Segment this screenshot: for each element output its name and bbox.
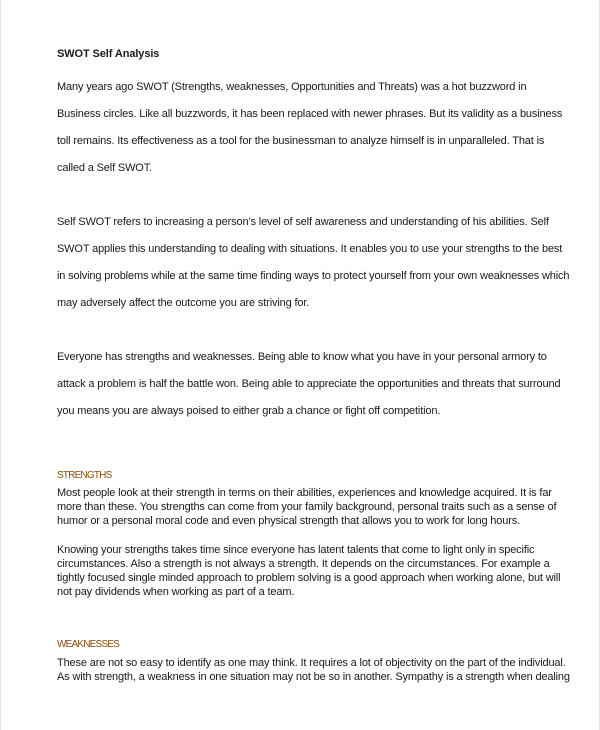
- text-line: called a Self SWOT.: [57, 162, 152, 174]
- text-line: in solving problems while at the same time finding ways to protect yourself from your own weaknesses which: [57, 270, 570, 282]
- text-line: Self SWOT refers to increasing a person’s level of self awareness and understanding of his abilities. Self: [57, 216, 549, 228]
- text-line: Business circles. Like all buzzwords, it has been replaced with newer phrases. But its validity as a business: [57, 108, 563, 120]
- text-line: tightly focused single minded approach to problem solving is a good approach when working alone, but will: [57, 572, 561, 584]
- text-line: humor or a personal moral code and even physical strength that allows you to work for long hours.: [57, 515, 520, 527]
- text-line: SWOT applies this understanding to dealing with situations. It enables you to use your strengths to the best: [57, 243, 563, 255]
- strengths-paragraph-1: [57, 486, 557, 528]
- weaknesses-paragraph-1: [57, 656, 570, 684]
- text-line: Many years ago SWOT (Strengths, weaknesses, Opportunities and Threats) was a hot buzzword in: [57, 81, 527, 93]
- page-border-left: [0, 0, 1, 730]
- text-line: may adversely affect the outcome you are striving for.: [57, 297, 310, 309]
- text-line: As with strength, a weakness in one situation may not be so in another. Sympathy is a strength when dealing: [57, 671, 570, 683]
- text-line: you means you are always poised to either grab a chance or fight off competition.: [57, 405, 441, 417]
- strengths-heading: STRENGTHS: [57, 470, 112, 481]
- text-line: Knowing your strengths takes time since everyone has latent talents that come to light only in specific: [57, 544, 535, 556]
- text-line: These are not so easy to identify as one may think. It requires a lot of objectivity on the part of the individual.: [57, 657, 566, 669]
- text-line: not pay dividends when working as part of a team.: [57, 586, 295, 598]
- text-line: attack a problem is half the battle won. Being able to appreciate the opportunities and threats that surround: [57, 378, 561, 390]
- text-line: Most people look at their strength in terms on their abilities, experiences and knowledge acquired. It is far: [57, 487, 552, 499]
- intro-paragraph-3: [57, 344, 561, 425]
- intro-paragraph-2: [57, 209, 570, 317]
- weaknesses-heading: WEAKNESSES: [57, 639, 120, 650]
- text-line: circumstances. Also a strength is not always a strength. It depends on the circumstances. For example a: [57, 558, 550, 570]
- document-title: SWOT Self Analysis: [57, 48, 160, 60]
- intro-paragraph-1: [57, 74, 563, 182]
- text-line: Everyone has strengths and weaknesses. Being able to know what you have in your personal armory to: [57, 351, 547, 363]
- strengths-paragraph-2: [57, 543, 561, 599]
- text-line: toll remains. Its effectiveness as a tool for the businessman to analyze himself is in unparalleled. That is: [57, 135, 545, 147]
- text-line: more than these. You strengths can come from your family background, personal traits such as a sense of: [57, 501, 557, 513]
